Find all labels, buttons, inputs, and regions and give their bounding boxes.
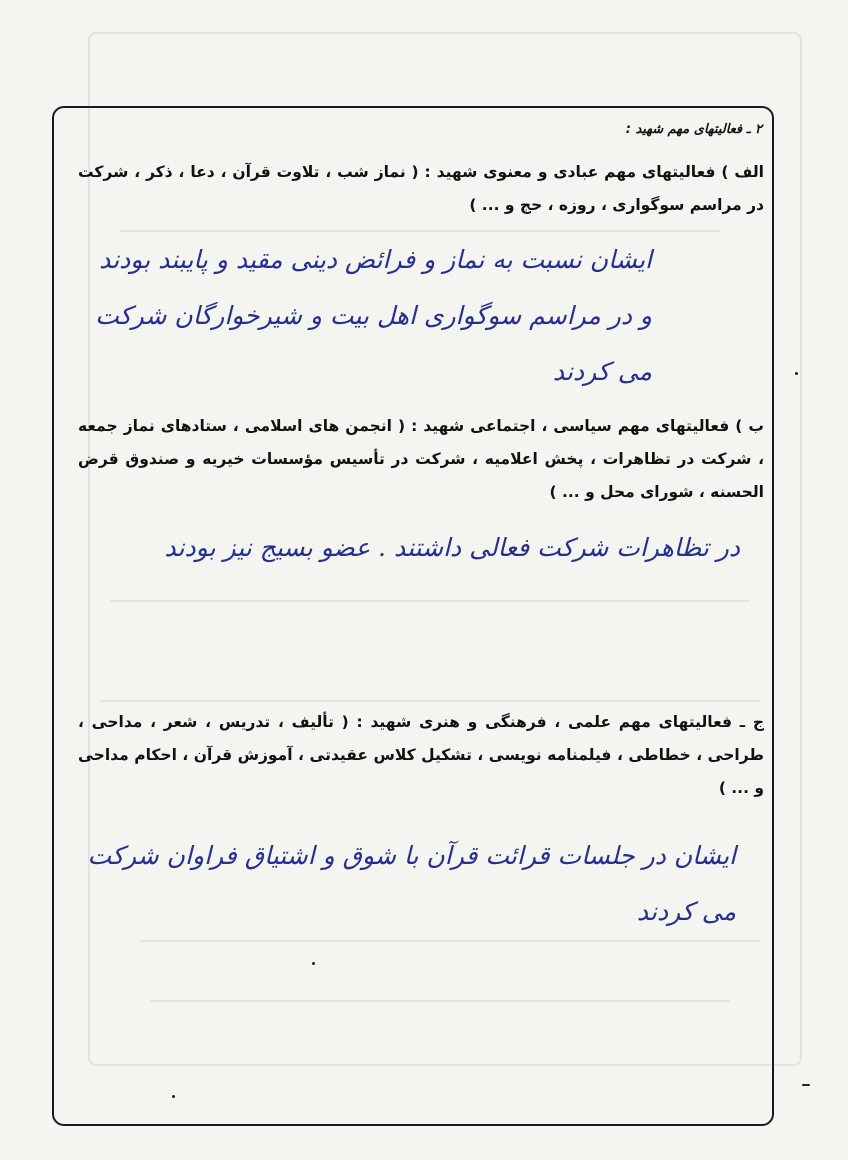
section-b-answer: در تظاهرات شرکت فعالی داشتند . عضو بسیج نیز بودند [164,533,740,562]
scan-speck [312,962,315,965]
scan-speck [795,372,798,375]
section-b-prompt: ب ) فعالیتهای مهم سیاسی ، اجتماعی شهید : ( انجمن های اسلامی ، ستادهای نماز جمعه ، شرکت در تظاهرات ، پخش اعلامیه ، شرکت در تأسیس مؤسسات خیریه و صندوق قرض الحسنه ، شورای محل و ... ) [78,417,764,501]
scan-speck [802,1084,810,1086]
section-c-prompt: ج ـ فعالیتهای مهم علمی ، فرهنگی و هنری شهید : ( تألیف ، تدریس ، شعر ، مداحی ، طراحی ، خطاطی ، فیلمنامه نویسی ، تشکیل کلاس عقیدتی ، آموزش قرآن ، احکام مداحی و ... ) [78,713,764,797]
scan-speck [172,1095,175,1098]
section-heading: ۲ ـ فعالیتهای مهم شهید : [625,122,762,137]
section-a-prompt: الف ) فعالیتهای مهم عبادی و معنوی شهید : ( نماز شب ، تلاوت قرآن ، دعا ، ذکر ، شرکت در مراسم سوگواری ، روزه ، حج و ... ) [78,163,764,214]
section-c-answer: ایشان در جلسات قرائت قرآن با شوق و اشتیاق فراوان شرکت می کردند [87,841,736,926]
section-a-answer: ایشان نسبت به نماز و فرائض دینی مقید و پایبند بودند و در مراسم سوگواری اهل بیت و شیرخوارگان شرکت می کردند [95,245,652,386]
